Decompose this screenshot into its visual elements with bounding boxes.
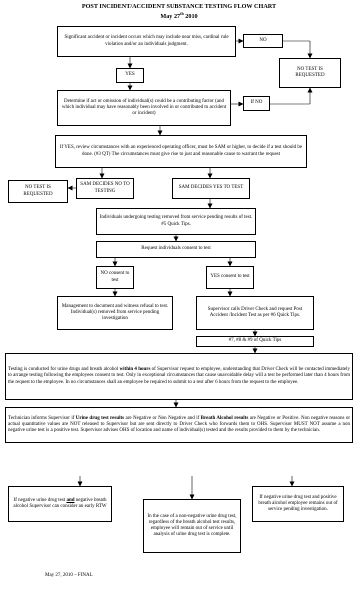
page-date: May 27th 2010 — [160, 11, 198, 21]
yes-consent-box: YES consent to test — [206, 266, 254, 289]
yes-decision-box: YES — [116, 68, 144, 83]
supervisor-calls-driver-check-box: Supervisor calls Driver Check and request Post Accident /Incident Test as per #6 Quick Tips. — [196, 296, 314, 330]
sam-decides-yes-box: SAM DECIDES YES TO TEST — [172, 178, 250, 199]
management-document-refusal-box: Management to document and witness refusal to test. Individual(s) removed from service pending investigation — [57, 296, 173, 330]
technician-informs-box: Technician informs Supervisor if Urine drug test results are Negative or Non Negative and if Breath Alcohol results are Negative or Positive. Non negative reasons or actual quantitative values are NOT released to Supervisor but are sent directly to Driver Check who forwards them to OHS. Supervisor MUST NOT assume a non negative urine test is a positive test. Supervisor advises OHS of location and name of individual(s) tested and the results provided to them by the technician. — [5, 407, 353, 443]
no-decision-box: NO — [243, 34, 283, 48]
negative-results-box: If negative urine drug test and negative breath alcohol Supervisor can consider an early RTW — [8, 486, 112, 522]
no-test-requested-right-box: NO TEST IS REQUESTED — [279, 58, 341, 88]
page-title: POST INCIDENT/ACCIDENT SUBSTANCE TESTING FLOW CHART — [81, 3, 277, 10]
positive-alcohol-box: If negative urine drug test and positive breath alcohol employee remains out of service pending investigation. — [252, 486, 344, 522]
no-test-requested-left-box: NO TEST IS REQUESTED — [8, 180, 68, 203]
footer-date: May 27, 2010 – FINAL — [45, 573, 93, 578]
if-no-box: If NO — [243, 96, 270, 111]
determine-contributing-factor-box: Determine if act or omission of individual(s) could be a contributing factor (and which individual may have reasonably been involved in or contributed to accident or incident) — [57, 90, 231, 126]
no-consent-box: NO consent to test — [96, 266, 134, 289]
significant-incident-box: Significant accident or incident occurs which may include near miss, cardinal rule violation and/or an individuals judgment. — [57, 26, 236, 57]
request-consent-box: Request individuals consent to test — [96, 241, 256, 258]
quick-tips-box: #7, #8 & #9 of Quick Tips — [196, 336, 314, 347]
removed-from-service-box: Individuals undergoing testing removed from service pending results of test. #5 Quick Tips. — [96, 208, 256, 235]
testing-conducted-box: Testing is conducted for urine drugs and breath alcohol within 4 hours of Supervisor request to employee, understanding that Driver Check will be contacted immediately to arrange testing following the employees consent to test. Only in exceptional circumstances that cause unavoidable delay will a test be performed later than 4 hours from the request to the employee. In no circumstances shall an employee be required to submit to a test after 6 hours from the request to the employee. — [5, 353, 353, 400]
if-yes-review-box: If YES, review circumstances with an experienced operating officer, must be SAM or higher, to decide if a test should be done. (#3 QT) The circumstances must give rise to just and reasonable cause to warrant the request — [55, 135, 307, 168]
sam-decides-no-box: SAM DECIDES NO TO TESTING — [76, 178, 134, 199]
non-negative-urine-box: In the case of a non-negative urine drug test, regardless of the breath alcohol test results, employee will remain out of service until analysis of urine drug test is complete. — [143, 499, 241, 553]
